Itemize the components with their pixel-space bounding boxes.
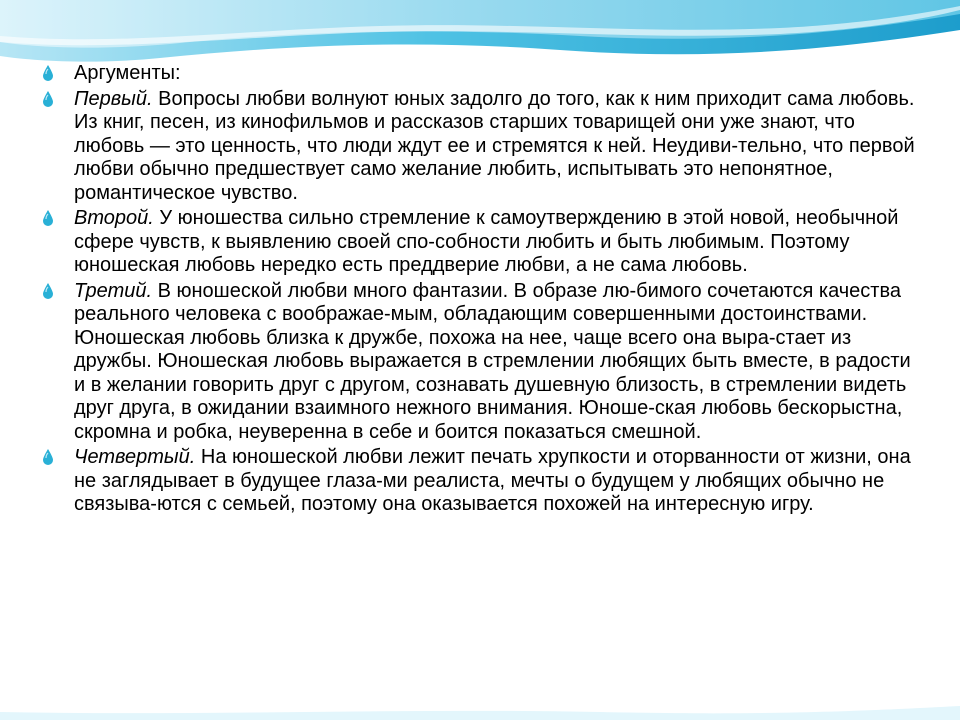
bullet-text: На юношеской любви лежит печать хрупкости и оторванности от жизни, она не заглядывает в будущее глаза-ми реалиста, мечты о будущем у любящих обычно не связыва-ются с семьей, поэтому она оказывается похожей на интересную игру.	[74, 446, 911, 515]
bullet-lead: Первый.	[74, 87, 153, 110]
bullet-drop-icon	[42, 448, 54, 466]
bullet-text: Аргументы:	[74, 62, 181, 84]
bullet-drop-icon	[42, 64, 54, 82]
bullet-second	[42, 207, 922, 278]
bullet-first	[42, 88, 922, 206]
bullet-lead: Третий.	[74, 279, 153, 302]
bottom-wave-decoration	[0, 690, 960, 720]
bullet-third	[42, 280, 922, 445]
bullet-arguments	[42, 62, 922, 86]
bullet-lead: Четвертый.	[74, 446, 196, 468]
bullet-text: У юношества сильно стремление к самоутверждению в этой новой, необычной сфере чувств, к выявлению своей спо-собности любить и быть любимым. Поэтому юношеская любовь нередко есть преддверие любви, а не сама любовь.	[74, 207, 899, 276]
bullet-drop-icon	[42, 282, 54, 300]
bullet-list	[42, 62, 922, 519]
bullet-fourth	[42, 446, 922, 517]
bullet-text: Вопросы любви волнуют юных задолго до того, как к ним приходит сама любовь. Из книг, песен, из кинофильмов и рассказов старших товарищей они уже знают, что любовь — это ценность, что люди ждут ее и стремятся к ней. Неудиви-тельно, что первой любви обычно предшествует само желание любить, испытывать это непонятное, романтическое чувство.	[74, 87, 915, 204]
bullet-lead: Второй.	[74, 207, 154, 229]
bullet-drop-icon	[42, 90, 54, 108]
bullet-text: В юношеской любви много фантазии. В образе лю-бимого сочетаются качества реального человека с воображае-мым, обладающим совершенными достоинствами. Юношеская любовь близка к дружбе, похожа на нее, чаще всего она выра-стает из дружбы. Юношеская любовь выражается в стремлении любящих быть вместе, в радости и в желании говорить друг с другом, сознавать душевную близость, в стремлении видеть друг друга, в ожидании взаимного нежного внимания. Юноше-ская любовь бескорыстна, скромна и робка, неуверенна в себе и боится показаться смешной.	[74, 279, 911, 443]
bullet-drop-icon	[42, 209, 54, 227]
